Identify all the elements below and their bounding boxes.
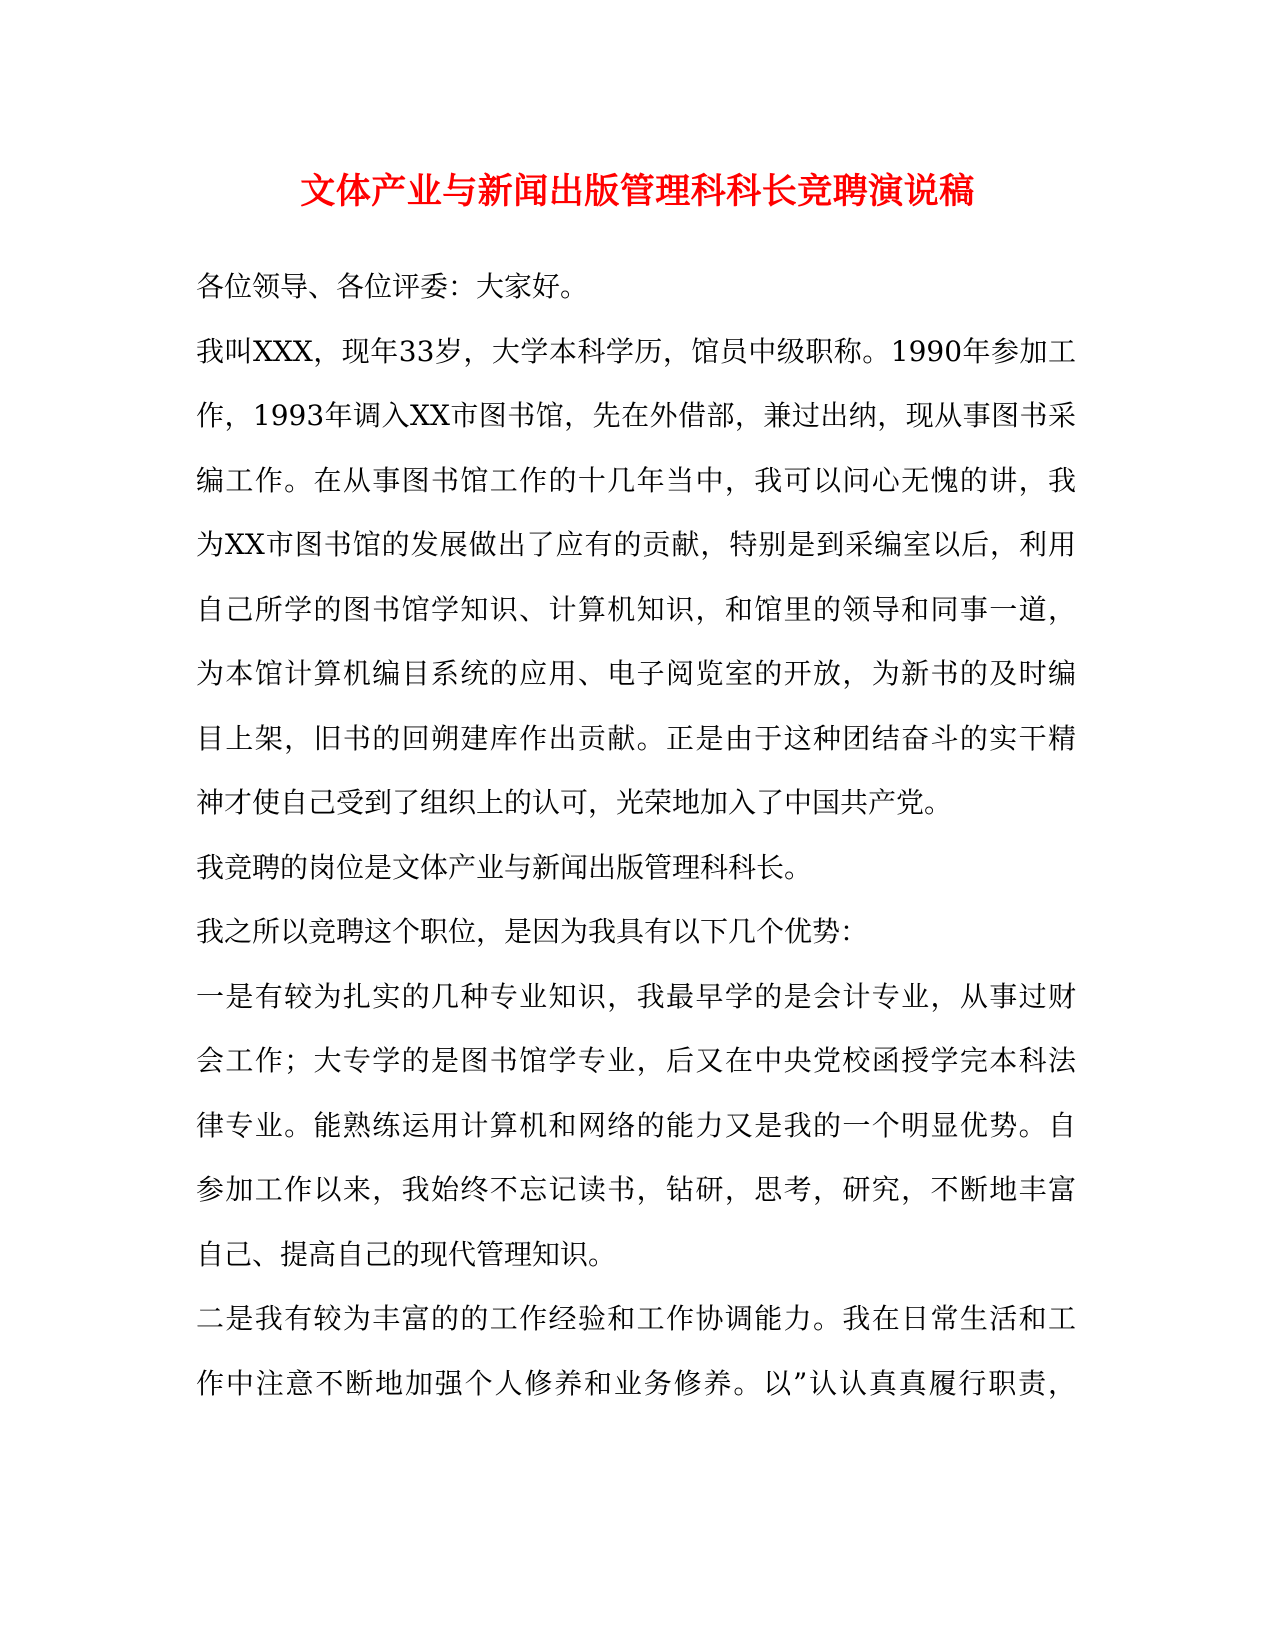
document-body	[196, 255, 1076, 1416]
document-title: 文体产业与新闻出版管理科科长竞聘演说稿	[300, 171, 975, 212]
text-line: 编工作。在从事图书馆工作的十几年当中，我可以问心无愧的讲，我	[196, 463, 1076, 497]
text-line: 为XX市图书馆的发展做出了应有的贡献，特别是到采编室以后，利用	[196, 528, 1076, 561]
text-line: 我竞聘的岗位是文体产业与新闻出版管理科科长。	[196, 850, 813, 884]
text-line: 作，1993年调入XX市图书馆，先在外借部，兼过出纳，现从事图书采	[196, 399, 1076, 432]
text-line: 我叫XXX，现年33岁，大学本科学历，馆员中级职称。1990年参加工	[196, 334, 1076, 368]
text-line: 二是我有较为丰富的的工作经验和工作协调能力。我在日常生活和工	[196, 1302, 1076, 1335]
text-line: 律专业。能熟练运用计算机和网络的能力又是我的一个明显优势。自	[196, 1108, 1076, 1142]
text-line: 我之所以竞聘这个职位，是因为我具有以下几个优势：	[196, 915, 869, 948]
text-line: 作中注意不断地加强个人修养和业务修养。以”认认真真履行职责，	[196, 1366, 1076, 1400]
text-line: 会工作；大专学的是图书馆学专业，后又在中央党校函授学完本科法	[196, 1044, 1076, 1077]
text-line: 目上架，旧书的回朔建库作出贡献。正是由于这种团结奋斗的实干精	[196, 721, 1076, 755]
text-line: 自己、提高自己的现代管理知识。	[196, 1237, 617, 1271]
text-line: 各位领导、各位评委：大家好。	[196, 270, 589, 303]
text-line: 一是有较为扎实的几种专业知识，我最早学的是会计专业，从事过财	[196, 979, 1076, 1013]
text-line: 自己所学的图书馆学知识、计算机知识，和馆里的领导和同事一道，	[196, 592, 1076, 626]
text-line: 为本馆计算机编目系统的应用、电子阅览室的开放，为新书的及时编	[196, 657, 1076, 690]
text-line: 参加工作以来，我始终不忘记读书，钻研，思考，研究，不断地丰富	[196, 1173, 1076, 1206]
text-line: 神才使自己受到了组织上的认可，光荣地加入了中国共产党。	[196, 786, 953, 819]
